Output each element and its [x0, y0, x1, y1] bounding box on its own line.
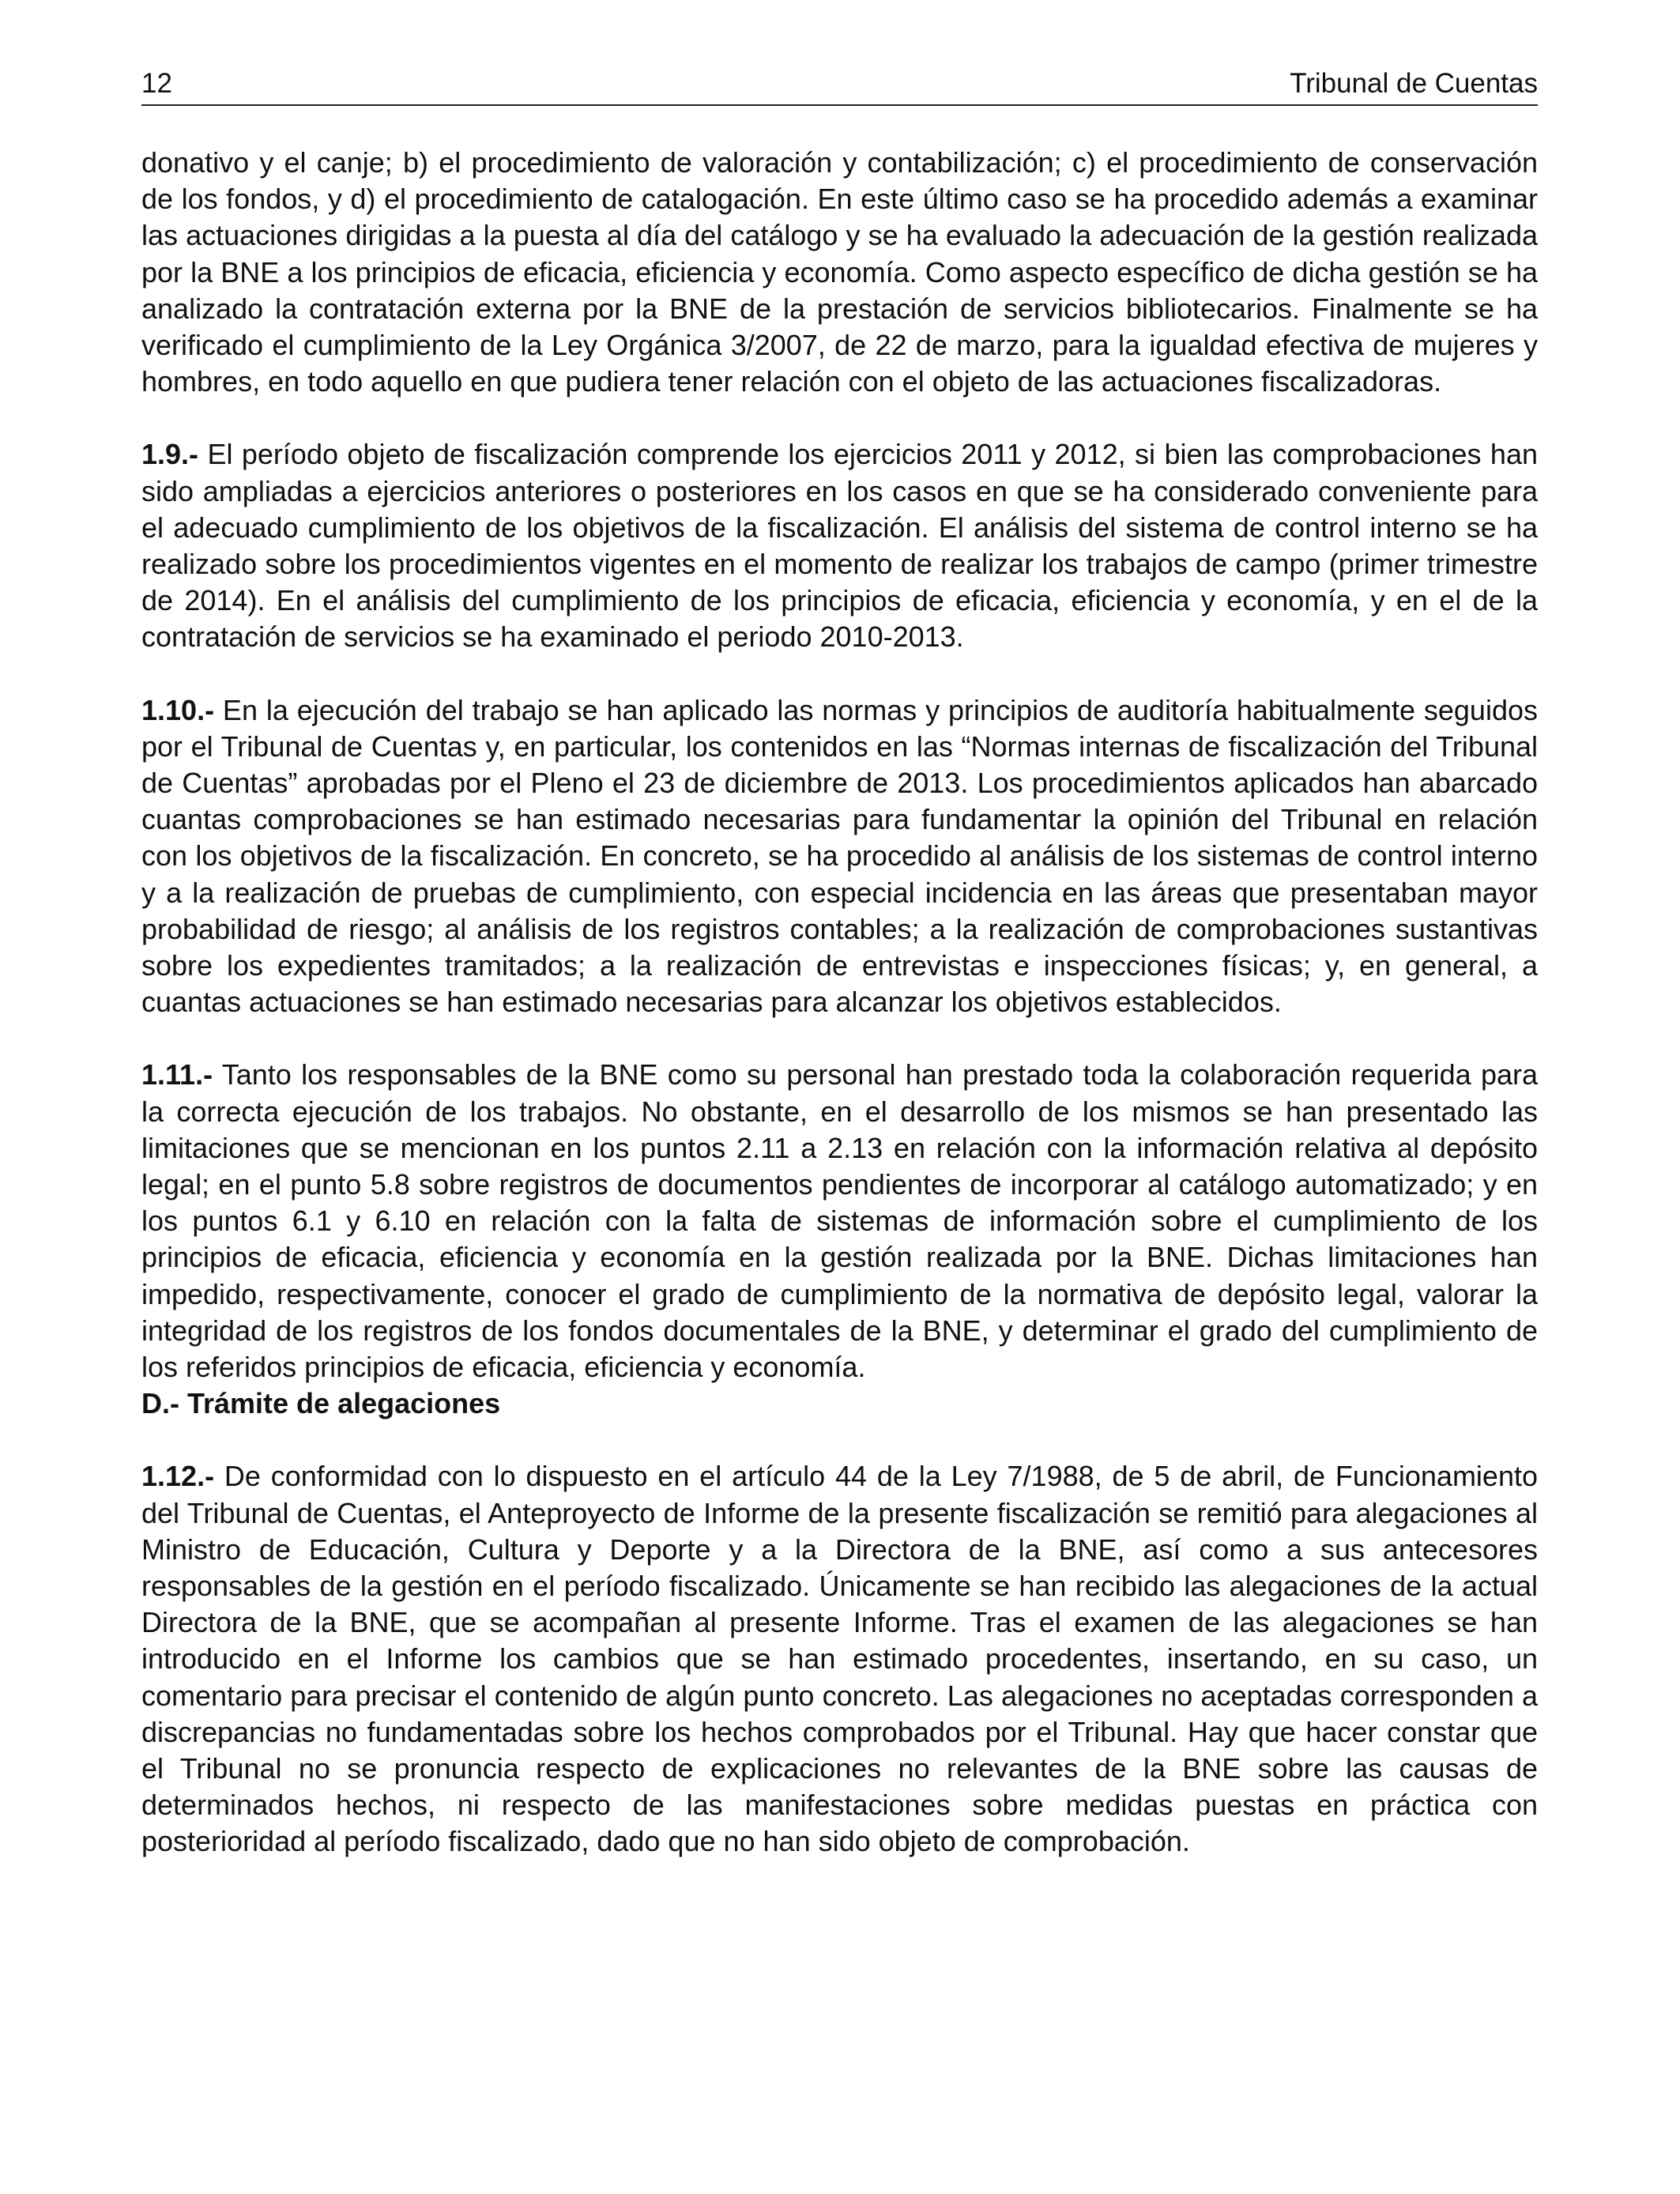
paragraph-number: 1.9.- [141, 438, 199, 471]
paragraph-1-9 [141, 436, 1538, 655]
paragraph-number: 1.11.- [141, 1058, 213, 1091]
paragraph-text: De conformidad con lo dispuesto en el artículo 44 de la Ley 7/1988, de 5 de abril, de Funcionamiento del Tribunal de Cuentas, el Anteproyecto de Informe de la presente fiscalización se remitió para alegaciones al Ministro de Educación, Cultura y Deporte y a la Directora de la BNE, así como a sus antecesores responsables de la gestión en el período fiscalizado. Únicamente se han recibido las alegaciones de la actual Directora de la BNE, que se acompañan al presente Informe. Tras el examen de las alegaciones se han introducido en el Informe los cambios que se han estimado procedentes, insertando, en su caso, un comentario para precisar el contenido de algún punto concreto. Las alegaciones no aceptadas corresponden a discrepancias no fundamentadas sobre los hechos comprobados por el Tribunal. Hay que hacer constar que el Tribunal no se pronuncia respecto de explicaciones no relevantes de la BNE sobre las causas de determinados hechos, ni respecto de las manifestaciones sobre medidas puestas en práctica con posterioridad al período fiscalizado, dado que no han sido objeto de comprobación. [141, 1460, 1538, 1858]
paragraph-text: En la ejecución del trabajo se han aplicado las normas y principios de auditoría habitualmente seguidos por el Tribunal de Cuentas y, en particular, los contenidos en las “Normas internas de fiscalización del Tribunal de Cuentas” aprobadas por el Pleno el 23 de diciembre de 2013. Los procedimientos aplicados han abarcado cuantas comprobaciones se han estimado necesarias para fundamentar la opinión del Tribunal en relación con los objetivos de la fiscalización. En concreto, se ha procedido al análisis de los sistemas de control interno y a la realización de pruebas de cumplimiento, con especial incidencia en las áreas que presentaban mayor probabilidad de riesgo; al análisis de los registros contables; a la realización de comprobaciones sustantivas sobre los expedientes tramitados; a la realización de entrevistas e inspecciones físicas; y, en general, a cuantas actuaciones se han estimado necesarias para alcanzar los objetivos establecidos. [141, 693, 1538, 1019]
page-number: 12 [141, 68, 172, 99]
page-header [141, 63, 1538, 106]
paragraph-text: donativo y el canje; b) el procedimiento de valoración y contabilización; c) el procedimiento de conservación de los fondos, y d) el procedimiento de catalogación. En este último caso se ha procedido además a examinar las actuaciones dirigidas a la puesta al día del catálogo y se ha evaluado la adecuación de la gestión realizada por la BNE a los principios de eficacia, eficiencia y economía. Como aspecto específico de dicha gestión se ha analizado la contratación externa por la BNE de la prestación de servicios bibliotecarios. Finalmente se ha verificado el cumplimiento de la Ley Orgánica 3/2007, de 22 de marzo, para la igualdad efectiva de mujeres y hombres, en todo aquello en que pudiera tener relación con el objeto de las actuaciones fiscalizadoras. [141, 146, 1538, 398]
document-body [141, 145, 1538, 1860]
paragraph-1-10 [141, 692, 1538, 1021]
paragraph-1-12 [141, 1458, 1538, 1860]
paragraph-1-11 [141, 1057, 1538, 1385]
paragraph-text: El período objeto de fiscalización comprende los ejercicios 2011 y 2012, si bien las comprobaciones han sido ampliadas a ejercicios anteriores o posteriores en los casos en que se ha considerado conveniente para el adecuado cumplimiento de los objetivos de la fiscalización. El análisis del sistema de control interno se ha realizado sobre los procedimientos vigentes en el momento de realizar los trabajos de campo (primer trimestre de 2014). En el análisis del cumplimiento de los principios de eficacia, eficiencia y economía, y en el de la contratación de servicios se ha examinado el periodo 2010-2013. [141, 438, 1538, 654]
section-heading: D.- Trámite de alegaciones [141, 1387, 501, 1420]
running-title: Tribunal de Cuentas [1290, 68, 1538, 99]
paragraph-text: Tanto los responsables de la BNE como su personal han prestado toda la colaboración requerida para la correcta ejecución de los trabajos. No obstante, en el desarrollo de los mismos se han presentado las limitaciones que se mencionan en los puntos 2.11 a 2.13 en relación con la información relativa al depósito legal; en el punto 5.8 sobre registros de documentos pendientes de incorporar al catálogo automatizado; y en los puntos 6.1 y 6.10 en relación con la falta de sistemas de información sobre el cumplimiento de los principios de eficacia, eficiencia y economía en la gestión realizada por la BNE. Dichas limitaciones han impedido, respectivamente, conocer el grado de cumplimiento de la normativa de depósito legal, valorar la integridad de los registros de los fondos documentales de la BNE, y determinar el grado del cumplimiento de los referidos principios de eficacia, eficiencia y economía. [141, 1058, 1538, 1384]
paragraph-continuation [141, 145, 1538, 400]
paragraph-number: 1.12.- [141, 1460, 215, 1493]
paragraph-number: 1.10.- [141, 693, 215, 726]
